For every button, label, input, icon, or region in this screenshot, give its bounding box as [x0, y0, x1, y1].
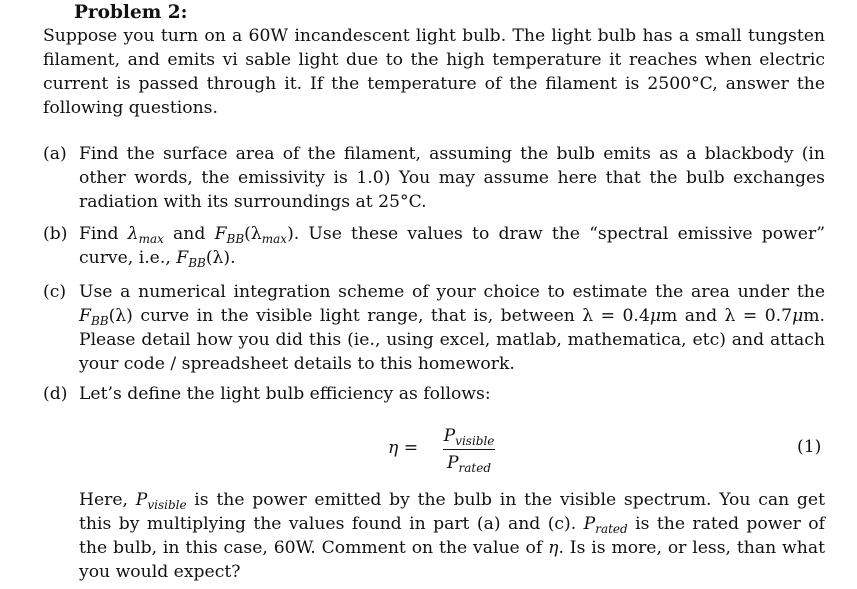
eta-symbol: η: [388, 438, 399, 458]
fraction-bar: [443, 449, 495, 450]
part-d-label: (d): [43, 384, 68, 404]
max-subscript: max: [138, 232, 164, 246]
part-b-label: (b): [43, 224, 68, 244]
f-symbol-3: F: [79, 306, 91, 326]
visible-subscript: visible: [455, 434, 495, 448]
part-b-t1: Find: [79, 224, 128, 244]
f-symbol: F: [214, 224, 227, 244]
part-d-c4: . Is is more, or less, than what you would expect?: [79, 538, 825, 582]
p-symbol-2: P: [446, 453, 459, 473]
part-c-t1: Use a numerical integration scheme of your choice to estimate the area under the: [79, 282, 825, 302]
lambda-symbol: λ: [127, 224, 139, 244]
max-subscript-2: max: [261, 232, 288, 246]
part-d-intro: Let’s define the light bulb efficiency as follows:: [79, 384, 491, 404]
part-b-t2: and: [163, 224, 215, 244]
p-symbol-3: P: [135, 490, 148, 510]
equation-number: (1): [797, 437, 822, 457]
part-c-label: (c): [43, 282, 67, 302]
part-d: [43, 382, 825, 406]
p-symbol-4: P: [583, 514, 596, 534]
part-b-t4: ). Use these values to draw the “spectral emissive power” curve, i.e.,: [79, 224, 825, 268]
rated-subscript: rated: [458, 461, 492, 475]
part-d-c3: is the rated power of the bulb, in this case, 60W. Comment on the value of: [79, 514, 825, 558]
problem-intro: Suppose you turn on a 60W incandescent light bulb. The light bulb has a small tungsten filament, and emits vi sable light due to the high temperature it reaches when electric current is passed through it. If the temperature of the filament is 2500°C, answer the following questions.: [43, 26, 825, 118]
part-d-c2: is the power emitted by the bulb in the visible spectrum. You can get this by multiplying the values found in part (a) and (c).: [79, 490, 825, 534]
fraction-numerator: [443, 424, 495, 448]
bb-subscript-2: BB: [188, 256, 206, 270]
part-d-explanation: [79, 488, 825, 584]
part-c-t2: (λ) curve in the visible light range, that is, between λ = 0.4: [108, 306, 650, 326]
bb-subscript-3: BB: [90, 314, 109, 328]
part-d-c1: Here,: [79, 490, 136, 510]
part-b: [43, 222, 825, 270]
p-symbol: P: [443, 426, 456, 446]
fraction-denominator: [443, 451, 495, 475]
part-c-t3: m and λ = 0.7: [661, 306, 793, 326]
rated-subscript-2: rated: [595, 522, 628, 536]
f-symbol-2: F: [176, 248, 189, 268]
bb-subscript: BB: [226, 232, 245, 246]
part-b-text: [79, 222, 825, 270]
equals-sign: =: [403, 438, 419, 458]
eta-symbol-2: η: [548, 538, 559, 558]
part-c: [43, 280, 825, 376]
part-a-text: Find the surface area of the filament, assuming the bulb emits as a blackbody (in other words, the emissivity is 1.0) You may assume here that the bulb exchanges radiation with its surroundings at 25°C.: [79, 144, 825, 212]
part-b-t5: (λ).: [205, 248, 236, 268]
part-a: [43, 142, 825, 214]
mu-symbol-2: μ: [792, 306, 804, 326]
problem-title: Problem 2:: [74, 2, 188, 23]
part-c-t4: m. Please detail how you did this (ie., using excel, matlab, mathematica, etc) and attach your code / spreadsheet details to this homework.: [79, 306, 825, 374]
part-b-t3: (λ: [244, 224, 262, 244]
visible-subscript-2: visible: [147, 498, 187, 512]
part-c-text: [79, 280, 825, 376]
fraction: [443, 424, 495, 475]
mu-symbol: μ: [649, 306, 662, 326]
equation-lhs: [388, 438, 418, 458]
part-a-label: (a): [43, 144, 67, 164]
